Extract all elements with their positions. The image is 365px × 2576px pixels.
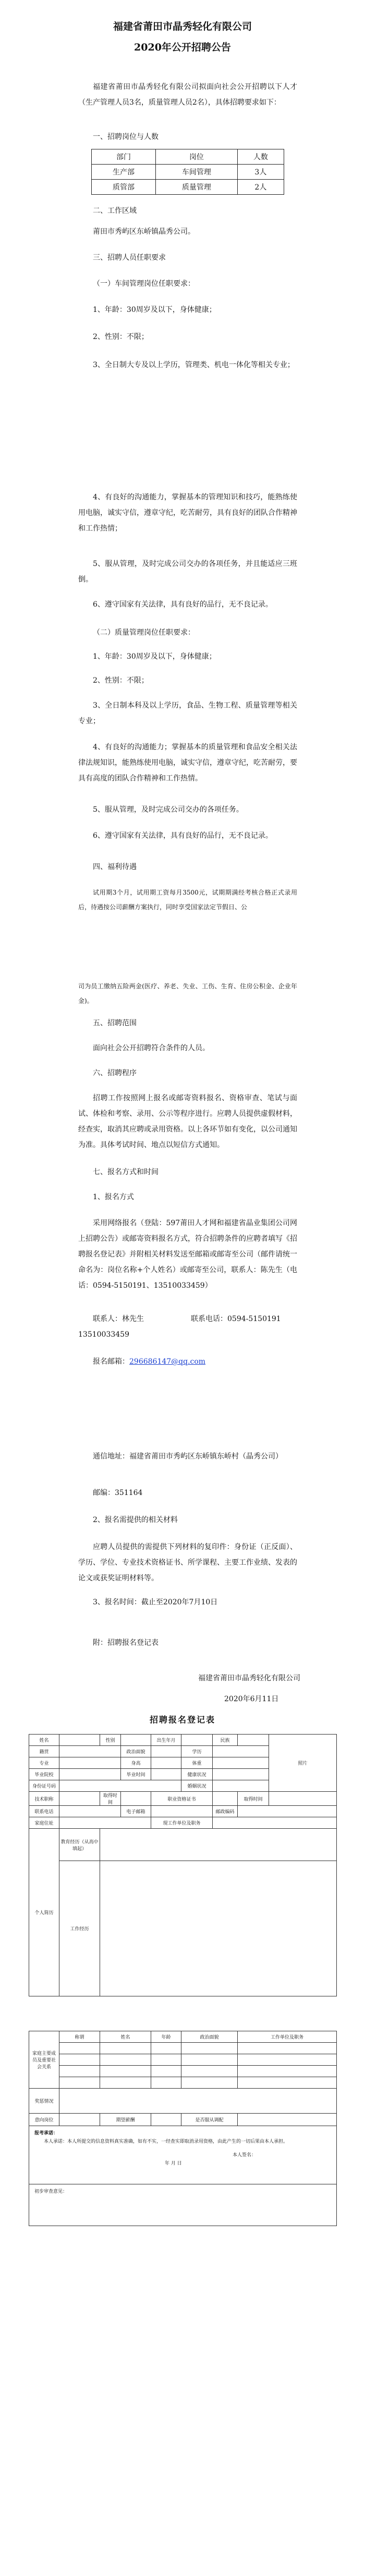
form-field[interactable] xyxy=(238,1806,337,1817)
form-field[interactable] xyxy=(121,1735,151,1746)
section2-body: 莆田市秀屿区东峤镇晶秀公司。 xyxy=(93,228,195,236)
signature-company: 福建省莆田市晶秀轻化有限公司 xyxy=(198,1674,300,1682)
zip-value: 351164 xyxy=(115,1489,143,1497)
review-cell xyxy=(29,2184,337,2226)
form-label: 联系电话 xyxy=(29,1806,59,1817)
sub1-item-6: 6、遵守国家有关法律，具有良好的品行，无不良记录。 xyxy=(93,600,273,609)
sub2-item-4: 4、有良好的沟通能力；掌握基本的质量管理和食品安全相关法律法规知识，能熟练使用电脑，诚实守信，遵章守纪，吃苦耐劳，要具有高度的团队合作精神和工作热情。 xyxy=(78,743,297,783)
form-label: 身份证号码 xyxy=(29,1780,59,1792)
section6-heading: 六、招聘程序 xyxy=(93,1069,137,1077)
form-field[interactable] xyxy=(151,2043,181,2054)
table-cell: 3人 xyxy=(237,165,284,180)
form-field[interactable] xyxy=(59,1757,121,1769)
positions-table xyxy=(91,149,284,195)
form-label: 技术职称 xyxy=(29,1792,59,1806)
pledge-sign: 本人签名： xyxy=(233,2153,257,2158)
form-field[interactable] xyxy=(100,2054,151,2066)
form-row xyxy=(29,2077,337,2089)
form-label: 籍贯 xyxy=(29,1746,59,1757)
form-field[interactable] xyxy=(59,1735,100,1746)
form-field[interactable] xyxy=(59,2089,337,2114)
form-label: 期望薪酬 xyxy=(100,2114,151,2126)
form-label: 姓名 xyxy=(100,2031,151,2043)
form-field[interactable] xyxy=(59,2054,100,2066)
photo-box[interactable]: 照片 xyxy=(269,1735,337,1792)
sub1-item-3: 3、全日制大专及以上学历，管理类、机电一体化等相关专业； xyxy=(93,361,295,369)
form-label: 出生年月 xyxy=(151,1735,181,1746)
section5-body: 面向社会公开招聘符合条件的人员。 xyxy=(93,1044,210,1052)
sub1-heading: （一）车间管理岗位任职要求： xyxy=(93,280,195,288)
form-field[interactable] xyxy=(121,1792,151,1806)
form-label: 取得时间 xyxy=(100,1792,121,1806)
form-field[interactable] xyxy=(181,2066,238,2077)
form-label: 教育经历（从高中填起） xyxy=(59,1829,100,1861)
registration-form-top xyxy=(29,1734,337,1996)
pledge-heading: 报考承诺： xyxy=(34,2131,58,2136)
section6-body: 招聘工作按照网上报名或邮寄资料报名、资格审查、笔试与面试、体检和考察、录用、公示等程序进行。应聘人员提供虚假材料，经查实，取消其应聘或录用资格。以上各环节如有变化，以公司通知为准。具体考试时间、地点以短信方式通知。 xyxy=(78,1094,297,1149)
pledge-date: 年 月 日 xyxy=(165,2161,182,2166)
form-label: 家庭主要成员及重要社会关系 xyxy=(29,2031,59,2089)
form-label: 姓名 xyxy=(29,1735,59,1746)
form-title: 招聘报名登记表 xyxy=(149,1715,215,1725)
form-label: 学历 xyxy=(181,1746,213,1757)
form-field[interactable] xyxy=(59,2066,100,2077)
contact-line xyxy=(78,1311,297,1327)
table-row xyxy=(92,165,284,180)
table-header-cell: 人数 xyxy=(237,149,284,165)
table-row xyxy=(92,180,284,195)
phone-number: 0594-5150191 xyxy=(227,1315,281,1323)
form-label: 年龄 xyxy=(151,2031,181,2043)
form-label: 个人简历 xyxy=(29,1829,59,1996)
form-label: 婚姻状况 xyxy=(181,1780,213,1792)
form-label: 奖惩情况 xyxy=(29,2089,59,2114)
table-header-cell: 部门 xyxy=(92,149,156,165)
form-field[interactable] xyxy=(59,2077,100,2089)
table-cell: 质管部 xyxy=(92,180,156,195)
form-label: 毕业院校 xyxy=(29,1769,59,1780)
form-label: 职业资格证书 xyxy=(151,1792,213,1806)
form-field[interactable] xyxy=(151,1769,181,1780)
table-cell: 生产部 xyxy=(92,165,156,180)
section4-heading: 四、福利待遇 xyxy=(93,863,137,871)
form-row xyxy=(29,2114,337,2126)
form-field[interactable] xyxy=(151,2077,181,2089)
form-field[interactable] xyxy=(100,2043,151,2054)
form-field[interactable] xyxy=(151,2054,181,2066)
form-field[interactable] xyxy=(181,1735,213,1746)
email-line xyxy=(78,1354,297,1369)
sub2-item-1: 1、年龄：30周岁及以下，身体健康； xyxy=(93,652,216,661)
method-body: 采用网络报名（登陆：597莆田人才网和福建省晶业集团公司网上招聘公告）或邮寄资料报名方式，符合招聘条件的应聘者填写《招聘报名登记表》并附相关材料发送至邮箱或邮寄至公司（邮件请统一命名为：岗位名称+个人姓名）或邮寄至公司，联系人：陈先生（电话：0594-5150191、13510033459） xyxy=(78,1219,297,1290)
form-label: 专业 xyxy=(29,1757,59,1769)
form-label: 毕业时间 xyxy=(121,1769,151,1780)
form-field[interactable] xyxy=(181,2077,238,2089)
notice-title: 2020年公开招聘公告 xyxy=(134,42,231,53)
form-row xyxy=(29,1829,337,1861)
form-field[interactable] xyxy=(213,1769,269,1780)
deadline: 3、报名时间：截止至2020年7月10日 xyxy=(93,1598,218,1606)
form-label: 家庭住址 xyxy=(29,1817,59,1829)
form-field[interactable] xyxy=(213,1757,269,1769)
company-title: 福建省莆田市晶秀轻化有限公司 xyxy=(113,21,252,32)
form-field[interactable] xyxy=(100,2066,151,2077)
form-field[interactable] xyxy=(151,1806,213,1817)
form-row xyxy=(29,1735,337,1746)
form-row xyxy=(29,1792,337,1806)
form-field[interactable] xyxy=(151,1746,181,1757)
form-row xyxy=(29,2089,337,2114)
pledge-body: 本人承诺：本人所提交的信息资料真实准确，如有不实，一经查实即取消录用资格，由此产生的一切后果由本人承担。 xyxy=(44,2139,288,2144)
form-field[interactable] xyxy=(238,2043,337,2054)
section2-heading: 二、工作区域 xyxy=(93,207,137,215)
signature-date: 2020年6月11日 xyxy=(224,1695,279,1703)
form-field[interactable] xyxy=(59,2043,100,2054)
section3-heading: 三、招聘人员任职要求 xyxy=(93,254,166,262)
mobile-number: 13510033459 xyxy=(78,1330,129,1339)
form-label: 工作经历 xyxy=(59,1861,100,1996)
form-row xyxy=(29,2054,337,2066)
phone-label: 联系电话： xyxy=(191,1315,227,1323)
form-label: 电子邮箱 xyxy=(121,1806,151,1817)
sub2-item-3: 3、全日制本科及以上学历，食品、生物工程、质量管理等相关专业； xyxy=(78,701,297,725)
form-label: 性别 xyxy=(100,1735,121,1746)
form-row xyxy=(29,2126,337,2184)
form-row xyxy=(29,1817,337,1829)
form-field[interactable] xyxy=(100,2077,151,2089)
form-label: 体重 xyxy=(181,1757,213,1769)
form-field[interactable] xyxy=(213,1780,269,1792)
form-field[interactable] xyxy=(151,1757,181,1769)
form-row xyxy=(29,1861,337,1996)
docs-body: 应聘人员提供的需提供下列材料的复印件：身份证（正反面）、学历、学位、专业技术资格证书、所学课程、主要工作业绩、发表的论文或获奖证明材料等。 xyxy=(78,1543,297,1582)
zip-label: 邮编： xyxy=(93,1489,115,1497)
form-row xyxy=(29,2043,337,2054)
sub1-item-1: 1、年龄：30周岁及以下，身体健康； xyxy=(93,306,216,314)
form-field[interactable] xyxy=(238,2077,337,2089)
form-label: 民族 xyxy=(213,1735,238,1746)
form-label: 邮政编码 xyxy=(213,1806,238,1817)
address-line xyxy=(78,1449,297,1464)
sub1-item-2: 2、性别：不限； xyxy=(93,333,149,341)
form-row xyxy=(29,2031,337,2043)
address-label: 通信地址： xyxy=(93,1452,129,1461)
table-cell: 2人 xyxy=(237,180,284,195)
sub1-item-5: 5、服从管理，及时完成公司交办的各项任务，并且能适应三班倒。 xyxy=(78,560,297,584)
pledge-cell xyxy=(29,2126,337,2184)
sub2-heading: （二）质量管理岗位任职要求： xyxy=(93,629,195,637)
table-cell: 质量管理 xyxy=(156,180,238,195)
form-label: 政治面貌 xyxy=(121,1746,151,1757)
form-label: 健康状况 xyxy=(181,1769,213,1780)
section7-heading: 七、报名方式和时间 xyxy=(93,1168,159,1176)
form-label: 称谓 xyxy=(59,2031,100,2043)
section5-heading: 五、招聘范围 xyxy=(93,1019,137,1027)
sub1-item-4: 4、有良好的沟通能力，掌握基本的管理知识和技巧，能熟练使用电脑，诚实守信，遵章守纪，吃苦耐劳，具有良好的团队合作精神和工作热情； xyxy=(78,493,297,533)
form-field[interactable] xyxy=(181,2043,238,2054)
form-field[interactable] xyxy=(100,1829,337,1861)
form-field[interactable] xyxy=(238,2114,337,2126)
form-row xyxy=(29,1806,337,1817)
form-field[interactable] xyxy=(213,1792,238,1806)
form-label: 取得时间 xyxy=(238,1792,269,1806)
section1-heading: 一、招聘岗位与人数 xyxy=(93,133,159,141)
form-field[interactable] xyxy=(213,1817,337,1829)
registration-form-bottom xyxy=(29,2031,337,2226)
section4-body-2: 司为员工缴纳五险两金(医疗、养老、失业、工伤、生育、住房公积金、企业年金)。 xyxy=(78,983,297,1004)
email-label: 报名邮箱： xyxy=(93,1358,129,1366)
sub2-item-2: 2、性别：不限； xyxy=(93,676,149,685)
email-link[interactable]: 296686147@qq.com xyxy=(129,1358,206,1366)
contact-label: 联系人： xyxy=(93,1315,122,1323)
form-label: 是否服从调配 xyxy=(181,2114,238,2126)
zip-line xyxy=(78,1485,297,1501)
form-field[interactable] xyxy=(59,1769,121,1780)
form-field[interactable] xyxy=(100,1861,337,1996)
intro-paragraph: 福建省莆田市晶秀轻化有限公司拟面向社会公开招聘以下人才（生产管理人员3名，质量管理人员2名），具体招聘要求如下： xyxy=(78,83,297,107)
form-label: 政治面貌 xyxy=(181,2031,238,2043)
form-label: 现工作单位及职务 xyxy=(151,1817,213,1829)
docs-heading: 2、报名需提供的相关材料 xyxy=(93,1516,178,1524)
form-field[interactable] xyxy=(238,2066,337,2077)
contact-name: 林先生 xyxy=(122,1315,144,1323)
form-field[interactable] xyxy=(151,2066,181,2077)
form-label: 工作单位及职务 xyxy=(238,2031,337,2043)
table-cell: 车间管理 xyxy=(156,165,238,180)
form-field[interactable] xyxy=(59,1746,121,1757)
form-field[interactable] xyxy=(238,1735,269,1746)
form-field[interactable] xyxy=(238,2054,337,2066)
form-label: 意向岗位 xyxy=(29,2114,59,2126)
attachment-note: 附：招聘报名登记表 xyxy=(93,1639,159,1647)
form-label: 身高 xyxy=(121,1757,151,1769)
sub2-item-5: 5、服从管理，及时完成公司交办的各项任务。 xyxy=(93,806,244,814)
form-row xyxy=(29,2184,337,2226)
form-field[interactable] xyxy=(151,2114,181,2126)
form-field[interactable] xyxy=(181,2054,238,2066)
table-header-cell: 岗位 xyxy=(156,149,238,165)
form-field[interactable] xyxy=(59,2114,100,2126)
form-field[interactable] xyxy=(59,1780,181,1792)
section4-body-1: 试用期3个月，试用期工资每月3500元，试期期满经考核合格正式录用后，待遇按公司薪酬方案执行，同时享受国家法定节假日、公 xyxy=(78,889,297,911)
review-label: 初步审查意见： xyxy=(34,2189,68,2194)
form-field[interactable] xyxy=(59,1817,151,1829)
address-value: 福建省莆田市秀屿区东峤镇东峤村（晶秀公司） xyxy=(129,1452,283,1461)
sub2-item-6: 6、遵守国家有关法律，具有良好的品行，无不良记录。 xyxy=(93,832,273,840)
form-field[interactable] xyxy=(59,1792,100,1806)
positions-table-header xyxy=(92,149,284,165)
form-row xyxy=(29,2066,337,2077)
form-field[interactable] xyxy=(269,1792,337,1806)
method-heading: 1、报名方式 xyxy=(93,1193,134,1201)
form-field[interactable] xyxy=(59,1806,121,1817)
form-field[interactable] xyxy=(213,1746,269,1757)
